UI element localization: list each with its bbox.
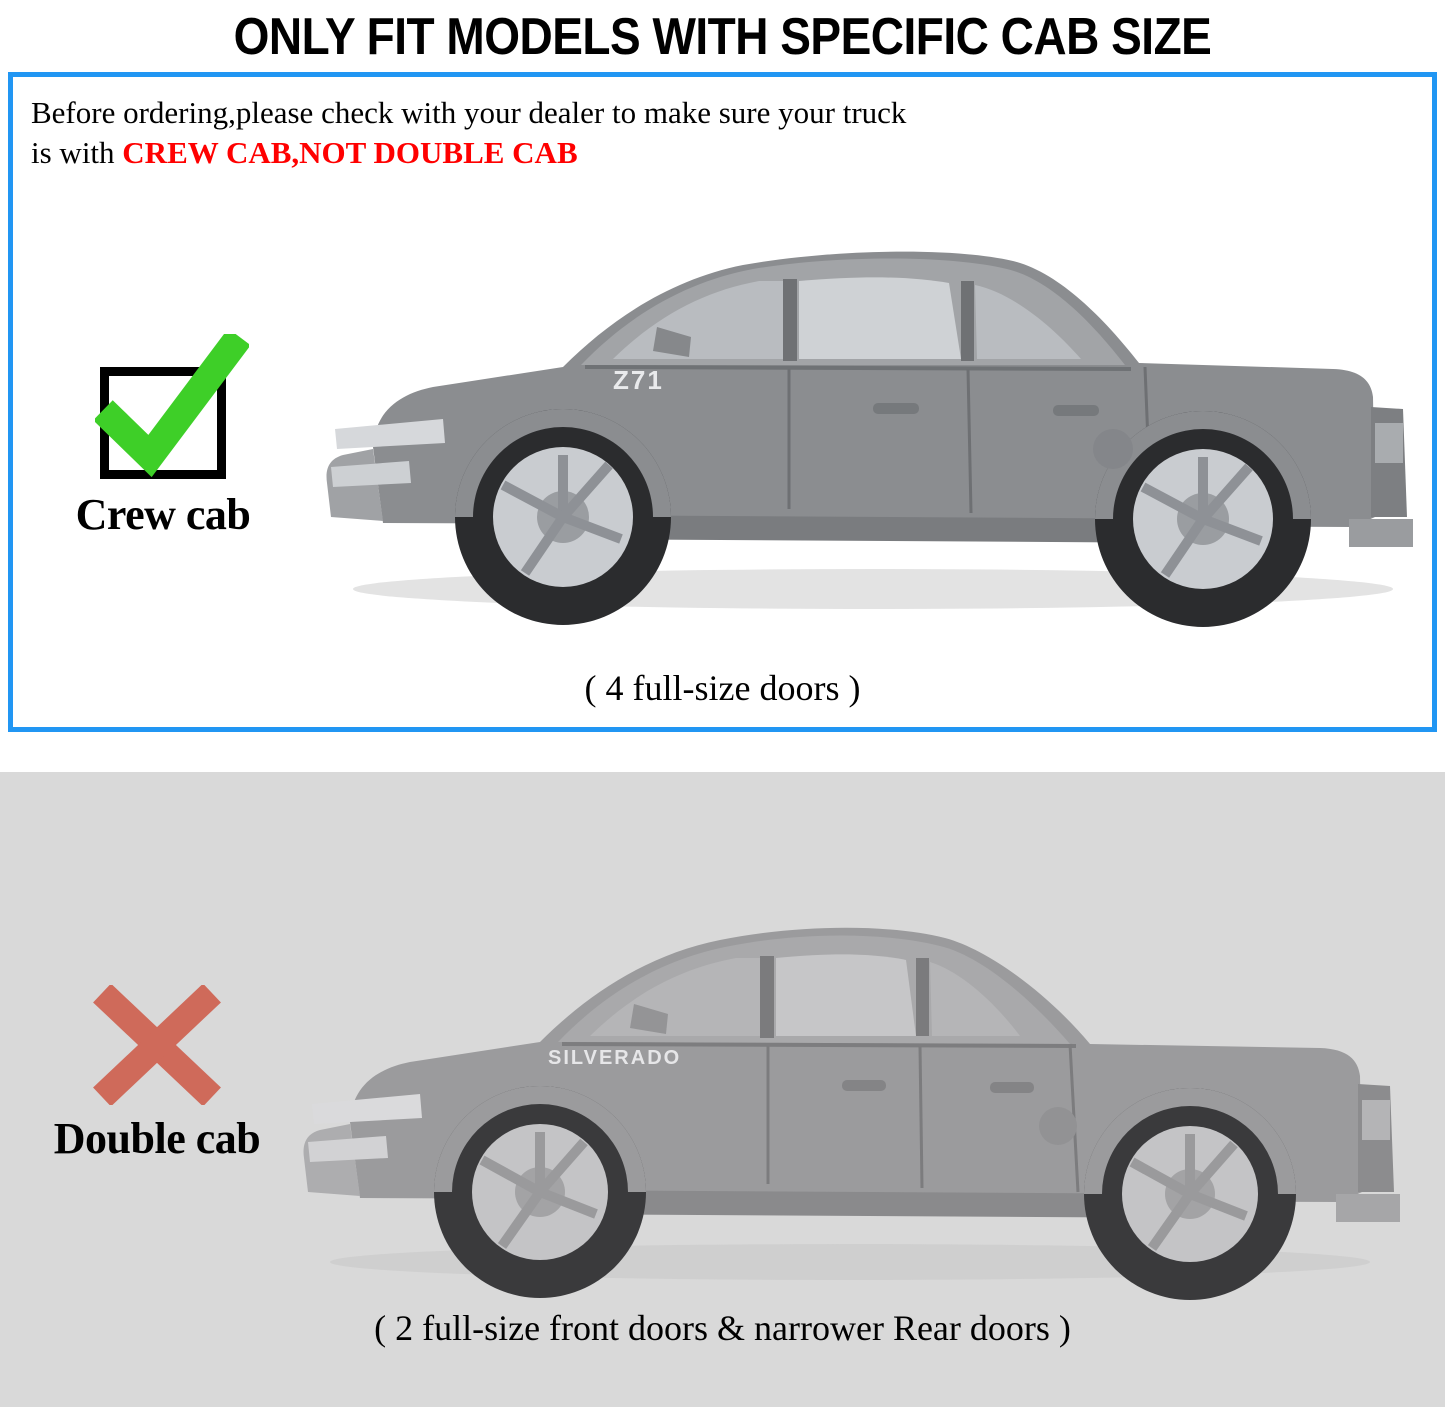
cross-icon	[92, 985, 222, 1105]
svg-text:Z71: Z71	[613, 365, 664, 395]
header-banner	[0, 0, 1445, 72]
svg-text:SILVERADO: SILVERADO	[548, 1047, 682, 1069]
crew-cab-panel	[8, 72, 1437, 732]
double-cab-truck-image	[290, 892, 1410, 1312]
check-icon	[100, 367, 226, 479]
crew-cab-truck-svg	[313, 217, 1423, 637]
notice-line-1: Before ordering,please check with your dealer to make sure your truck	[31, 95, 907, 130]
double-cab-caption: ( 2 full-size front doors & narrower Rear doors )	[374, 1308, 1071, 1348]
crew-cab-badge	[33, 367, 293, 540]
crew-cab-caption: ( 4 full-size doors )	[584, 668, 861, 708]
cross-mark-icon	[92, 985, 222, 1105]
notice-line-2	[31, 133, 1416, 173]
check-mark-icon	[95, 334, 249, 494]
crew-cab-truck-image	[313, 217, 1423, 637]
notice-text	[13, 77, 1432, 172]
page-title: ONLY FIT MODELS WITH SPECIFIC CAB SIZE	[233, 6, 1212, 66]
double-cab-label: Double cab	[53, 1114, 261, 1163]
notice-warning: CREW CAB,NOT DOUBLE CAB	[122, 134, 578, 170]
double-cab-truck-svg	[290, 892, 1410, 1312]
double-cab-badge	[22, 985, 292, 1164]
crew-cab-label: Crew cab	[75, 490, 251, 539]
notice-line-2-prefix: is with	[31, 134, 123, 170]
